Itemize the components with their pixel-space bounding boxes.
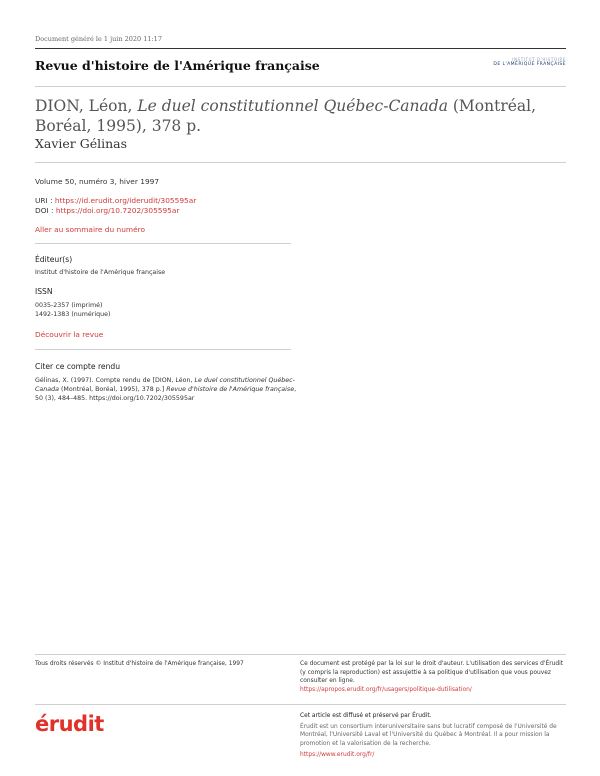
journal-title: Revue d'histoire de l'Amérique française [35,58,320,73]
cite-part-3: , 50 (3), 484–485. https://doi.org/10.7202/305595ar [35,386,297,402]
issn-heading: ISSN [35,287,53,296]
generated-date: Document généré le 1 juin 2020 11:17 [35,35,162,43]
copyright-notice [300,660,566,694]
logo-line-1: INSTITUT D'HISTOIRE [512,57,566,62]
issn-divider [35,349,291,350]
doi-label: DOI : [35,206,56,215]
article-title [35,96,555,136]
doi-link[interactable]: https://doi.org/10.7202/305595ar [55,206,180,215]
logo-line-2: DE L'AMÉRIQUE FRANÇAISE [493,62,566,67]
diffusion-text: Érudit est un consortium interuniversitaire sans but lucratif composé de l'Université de Montréal, l'Université Laval et l'Université du Québec à Montréal. Il a pour mission la promotion et la valorisation de la recherche. [300,723,557,747]
author-divider [35,162,566,163]
top-divider [35,48,566,49]
citation-text [35,376,297,403]
policy-link[interactable]: https://apropos.erudit.org/fr/usagers/politique-dutilisation/ [300,686,472,693]
summary-link[interactable]: Aller au sommaire du numéro [35,225,146,234]
ihaf-logo [486,57,566,67]
footer-divider [35,654,566,655]
footer-divider-2 [35,704,566,705]
volume-info: Volume 50, numéro 3, hiver 1997 [35,177,160,186]
meta-divider [35,243,291,244]
issn-digital: 1492-1383 (numérique) [35,311,111,318]
title-post: (Montréal, Boréal, 1995), 378 p. [35,97,537,135]
copyright-text: Ce document est protégé par la loi sur le droit d'auteur. L'utilisation des services d'Érudit (y compris la reproduction) est assujettie à sa politique d'utilisation que vous pouvez consulter en ligne. [300,661,564,684]
uri-label: URI : [35,196,55,205]
cite-heading: Citer ce compte rendu [35,362,121,371]
rights-statement: Tous droits réservés © Institut d'histoire de l'Amérique française, 1997 [35,661,244,667]
title-pre: DION, Léon, [35,97,138,115]
diffusion-heading: Cet article est diffusé et préservé par Érudit. [300,713,432,719]
publisher-heading: Éditeur(s) [35,255,73,264]
discover-journal-link[interactable]: Découvrir la revue [35,330,104,339]
diffusion-notice [300,712,566,760]
erudit-logo: érudit [35,712,104,736]
publisher-name: Institut d'histoire de l'Amérique française [35,269,166,276]
erudit-link[interactable]: https://www.erudit.org/fr/ [300,752,375,758]
cite-part-2: (Montréal, Boréal, 1995), 378 p.] [58,386,167,393]
issn-print: 0035-2357 (imprimé) [35,302,103,309]
doi-line [35,206,179,215]
uri-link[interactable]: https://id.erudit.org/iderudit/305595ar [54,196,197,205]
title-italic: Le duel constitutionnel Québec-Canada [137,97,448,115]
cite-italic-1: Le duel constitutionnel Québec-Canada [35,377,295,393]
author-name: Xavier Gélinas [35,136,128,151]
uri-line [35,196,196,205]
cite-italic-2: Revue d'histoire de l'Amérique française [166,386,295,393]
cite-part-1: Gélinas, X. (1997). Compte rendu de [DION, Léon, [35,377,195,384]
header-divider [35,86,566,87]
